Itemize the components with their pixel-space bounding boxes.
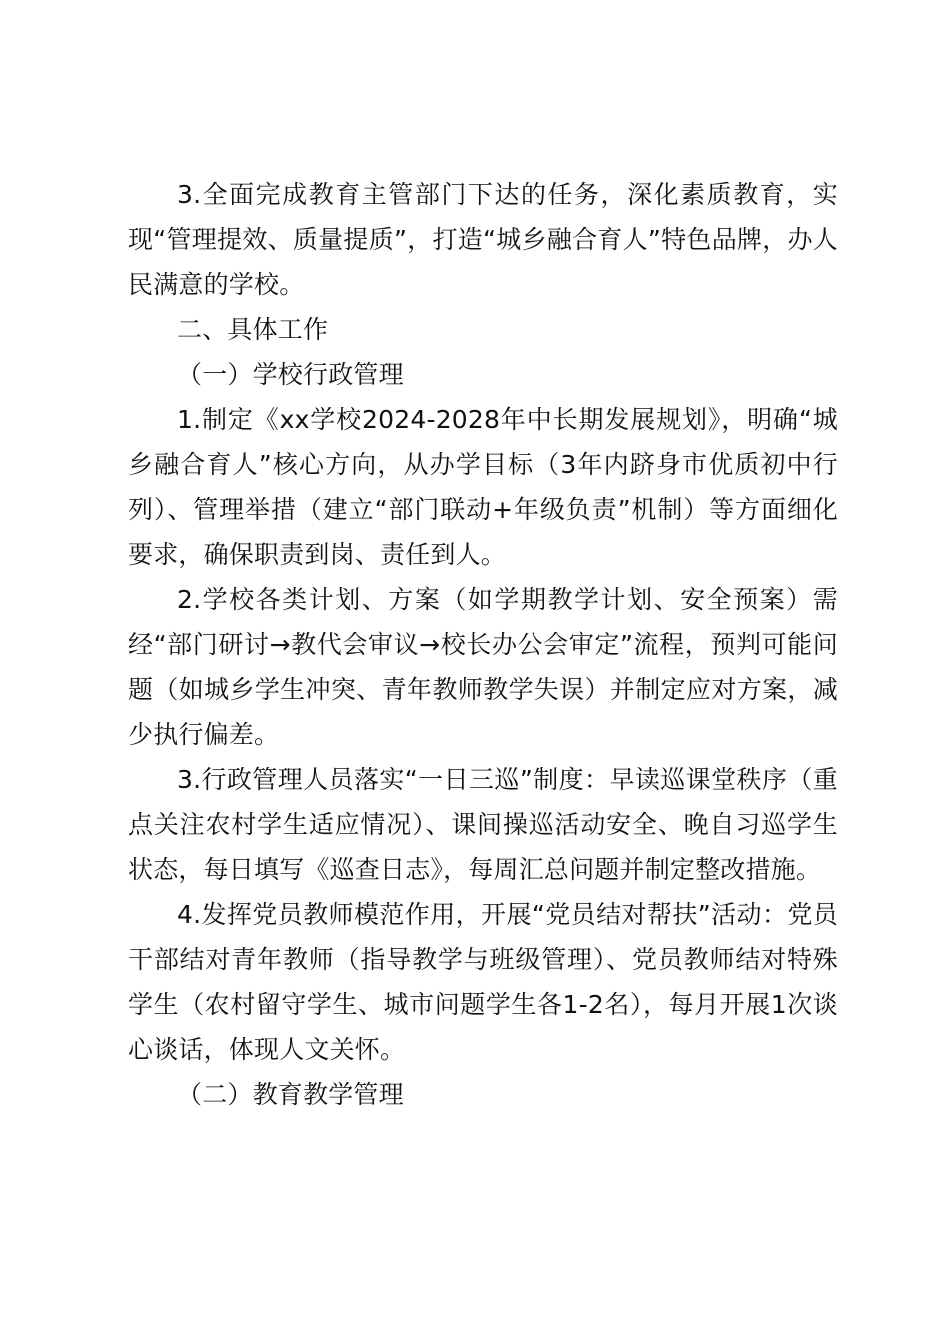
subsection-heading-teaching: （二）教育教学管理 (177, 1080, 404, 1109)
section-heading-specific-work: 二、具体工作 (177, 315, 329, 344)
paragraph-item-2: 2.学校各类计划、方案（如学期教学计划、安全预案）需经“部门研讨→教代会审议→校长办公会审定”流程，预判可能问题（如城乡学生冲突、青年教师教学失误）并制定应对方案，减少执行偏差。 (128, 585, 838, 749)
document-body (128, 172, 838, 1117)
paragraph-item-3: 3.行政管理人员落实“一日三巡”制度：早读巡课堂秩序（重点关注农村学生适应情况）、课间操巡活动安全、晚自习巡学生状态，每日填写《巡查日志》，每周汇总问题并制定整改措施。 (128, 765, 838, 884)
paragraph-goal-3: 3.全面完成教育主管部门下达的任务，深化素质教育，实现“管理提效、质量提质”，打造“城乡融合育人”特色品牌，办人民满意的学校。 (128, 180, 838, 299)
paragraph-item-1: 1.制定《xx学校2024-2028年中长期发展规划》，明确“城乡融合育人”核心方向，从办学目标（3年内跻身市优质初中行列）、管理举措（建立“部门联动+年级负责”机制）等方面细化要求，确保职责到岗、责任到人。 (128, 405, 838, 569)
subsection-heading-administration: （一）学校行政管理 (177, 360, 404, 389)
paragraph-item-4: 4.发挥党员教师模范作用，开展“党员结对帮扶”活动：党员干部结对青年教师（指导教学与班级管理）、党员教师结对特殊学生（农村留守学生、城市问题学生各1-2名），每月开展1次谈心谈话，体现人文关怀。 (128, 900, 838, 1064)
